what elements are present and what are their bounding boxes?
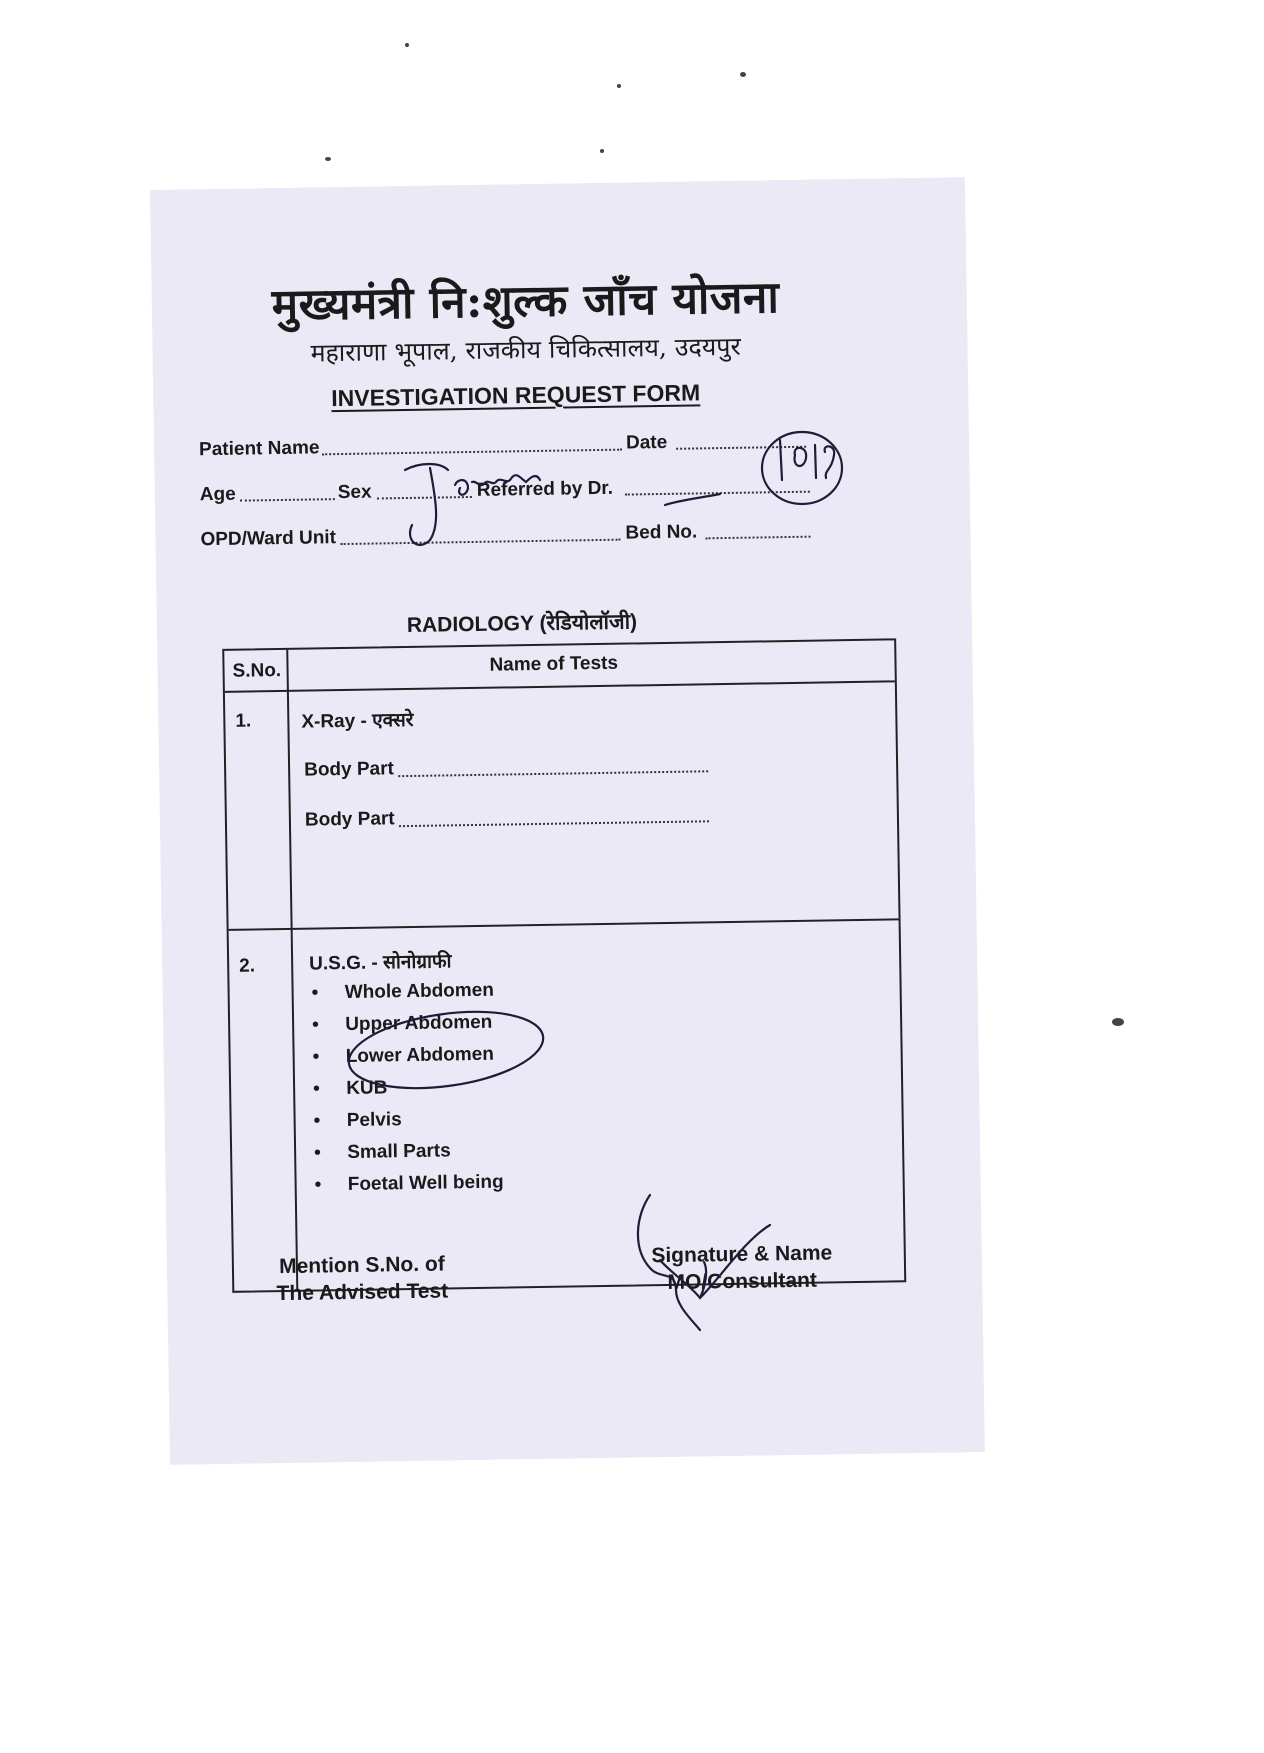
usg-option-label: KUB <box>346 1077 388 1100</box>
usg-option-label: Whole Abdomen <box>344 979 495 1004</box>
row2-sno: 2. <box>239 955 256 977</box>
usg-option-label: Pelvis <box>346 1109 402 1132</box>
footer-signature-line-1: Signature & Name <box>651 1241 833 1268</box>
usg-option-label: Foetal Well being <box>347 1171 504 1196</box>
bullet-icon: • <box>313 1110 321 1132</box>
age-label: Age <box>199 483 236 506</box>
date-digits-handwriting <box>780 440 834 480</box>
consultant-signature <box>638 1195 770 1330</box>
date-label: Date <box>625 431 668 454</box>
hospital-name: महाराणा भूपाल, राजकीय चिकित्सालय, उदयपुर <box>310 331 741 368</box>
bullet-icon: • <box>312 1046 320 1068</box>
footer-instruction-line-2: The Advised Test <box>276 1279 449 1306</box>
bed-no-label: Bed No. <box>625 521 698 544</box>
sex-label: Sex <box>337 481 372 504</box>
body-part-label-1: Body Part <box>303 758 395 781</box>
date-handwriting <box>665 494 720 505</box>
xray-test-label: X-Ray - एक्सरे <box>301 709 414 733</box>
form-title: INVESTIGATION REQUEST FORM <box>331 379 701 412</box>
footer-signature-line-2: MO/Consultant <box>667 1268 818 1295</box>
scheme-title: मुख्यमंत्री नि:शुल्क जाँच योजना <box>271 272 780 332</box>
usg-test-label: U.S.G. - सोनोग्राफी <box>309 951 452 975</box>
patient-name-handwriting <box>405 464 540 545</box>
footer-instruction-line-1: Mention S.No. of <box>278 1252 445 1279</box>
row1-sno: 1. <box>235 710 252 732</box>
patient-name-label: Patient Name <box>198 437 320 461</box>
bullet-icon: • <box>313 1142 321 1164</box>
opd-ward-label: OPD/Ward Unit <box>200 527 337 551</box>
radiology-section-title: RADIOLOGY (रेडियोलॉजी) <box>406 610 638 638</box>
usg-option-label: Upper Abdomen <box>345 1011 493 1036</box>
bullet-icon: • <box>314 1174 322 1196</box>
bullet-icon: • <box>312 1078 320 1100</box>
referred-by-label: Referred by Dr. <box>476 477 614 501</box>
usg-option-label: Lower Abdomen <box>345 1043 495 1068</box>
tests-header: Name of Tests <box>489 652 619 676</box>
selection-circle-mark <box>344 1001 548 1100</box>
sno-header: S.No. <box>232 660 282 682</box>
bullet-icon: • <box>311 982 319 1004</box>
usg-option-label: Small Parts <box>347 1140 451 1164</box>
bullet-icon: • <box>311 1014 319 1036</box>
body-part-label-2: Body Part <box>304 808 395 831</box>
